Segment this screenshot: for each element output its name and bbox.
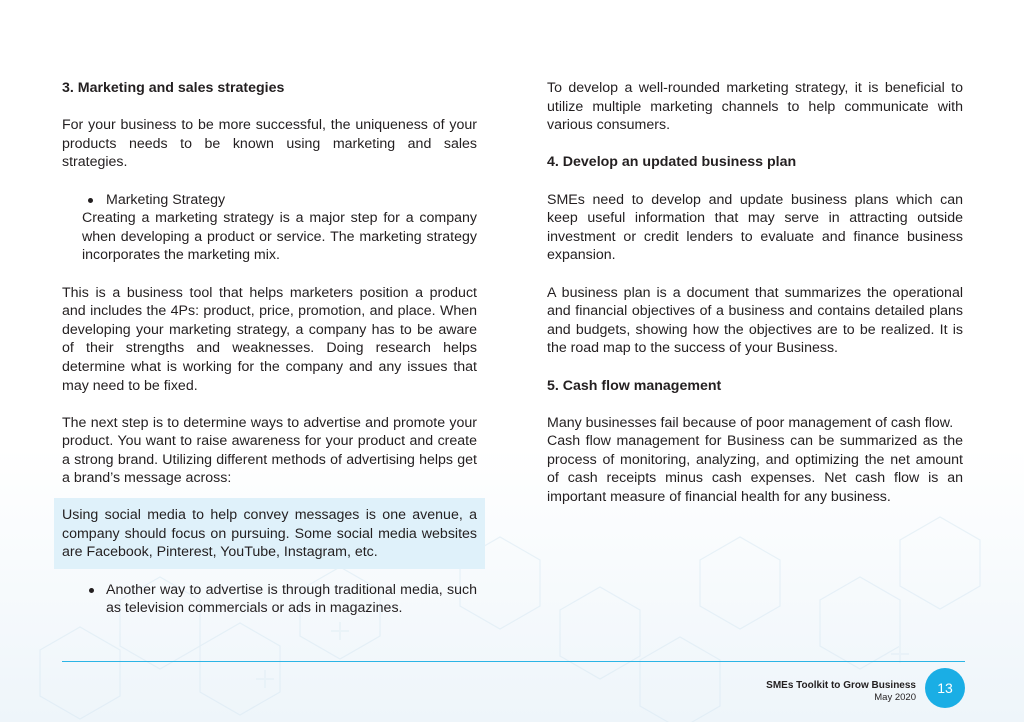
footer-document-title: SMEs Toolkit to Grow Business — [766, 680, 916, 691]
bullet-title: Marketing Strategy — [82, 191, 477, 210]
business-plan-paragraph: SMEs need to develop and update business plans which can keep useful information that may serve in attracting outside investment or credit lenders to evaluate and finance business expansion. — [547, 191, 963, 264]
section-heading-cash-flow: 5. Cash flow management — [547, 377, 722, 394]
channels-paragraph: To develop a well-rounded marketing strategy, it is beneficial to utilize multiple marketing channels to help communicate with various consumers. — [547, 80, 963, 134]
highlight-box — [54, 498, 485, 569]
cash-flow-definition-paragraph: Cash flow management for Business can be summarized as the process of monitoring, analyzing, and optimizing the net amount of cash receipts minus cash expenses. Net cash flow is an important measure of financial health for any business. — [547, 433, 963, 506]
page-number-badge: 13 — [925, 668, 965, 708]
footer-date: May 2020 — [874, 692, 916, 703]
advertise-paragraph: The next step is to determine ways to advertise and promote your product. You want to raise awareness for your product and create a strong brand. Utilizing different methods of advertising helps get a brand’s message across: — [62, 414, 477, 487]
business-plan-definition-paragraph: A business plan is a document that summarizes the operational and financial objectives of a business and contains detailed plans and budgets, showing how the objectives are to be realized. It is the road map to the success of your Business. — [547, 284, 963, 357]
bullet-body: Creating a marketing strategy is a major step for a company when developing a product or service. The marketing strategy incorporates the marketing mix. — [82, 210, 477, 264]
social-media-paragraph: Using social media to help convey messages is one avenue, a company should focus on pursuing. Some social media websites are Facebook, Pinterest, YouTube, Instagram, etc. — [62, 507, 477, 561]
right-column — [547, 79, 963, 507]
section-heading-marketing: 3. Marketing and sales strategies — [62, 80, 285, 96]
footer-divider — [62, 661, 965, 662]
marketing-strategy-bullet — [82, 191, 477, 265]
marketing-tool-paragraph: This is a business tool that helps marketers position a product and includes the 4Ps: product, price, promotion, and place. When developing your marketing strategy, a company has to be aware of their strengths and weaknesses. Doing research helps determine what is working for the company and any issues that may need to be fixed. — [62, 284, 477, 394]
left-column — [62, 79, 477, 618]
traditional-media-bullet: Another way to advertise is through traditional media, such as television commercials or ads in magazines. — [62, 581, 477, 618]
cash-flow-intro-paragraph: Many businesses fail because of poor management of cash flow. — [547, 414, 954, 431]
marketing-intro-paragraph: For your business to be more successful, the uniqueness of your products needs to be known using marketing and sales strategies. — [62, 117, 477, 171]
section-heading-business-plan: 4. Develop an updated business plan — [547, 154, 797, 171]
